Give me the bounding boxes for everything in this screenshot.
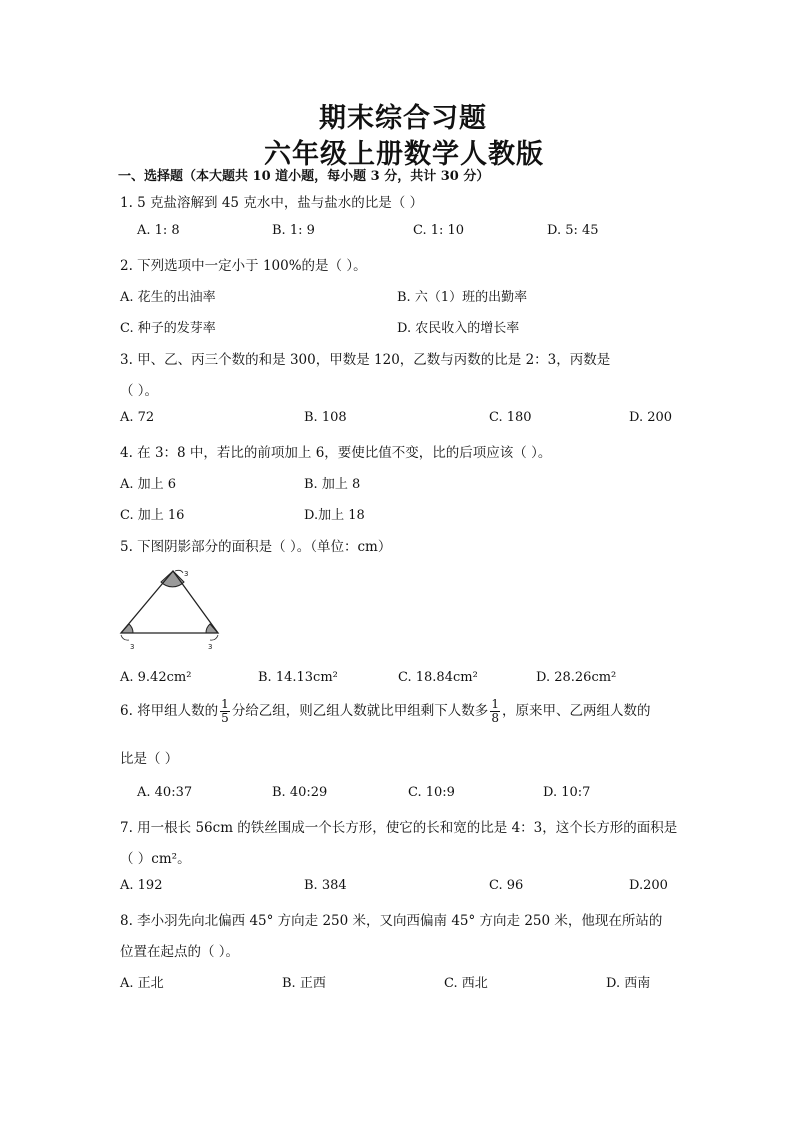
q3-option-a[interactable]: A. 72: [120, 410, 155, 425]
q2-option-c[interactable]: C. 种子的发芽率: [120, 321, 216, 336]
fraction-one-eighth: $\frac{1}{8}$: [491, 697, 499, 725]
question-7-stem: 7. 用一根长 56cm 的铁丝围成一个长方形，使它的长和宽的比是 4：3，这个长方形的面积是: [120, 820, 678, 836]
q6-stem-part2: 分给乙组，则乙组人数就比甲组剩下人数多: [231, 703, 489, 719]
fraction-one-fifth: $\frac{1}{5}$: [221, 697, 229, 725]
q3-option-b[interactable]: B. 108: [304, 410, 347, 425]
q5-option-a[interactable]: A. 9.42cm²: [120, 670, 192, 685]
q8-option-b[interactable]: B. 正西: [282, 976, 326, 991]
q5-option-c[interactable]: C. 18.84cm²: [398, 670, 478, 685]
q6-option-a[interactable]: A. 40:37: [137, 785, 193, 800]
question-6-stem-cont: 比是（ ）: [120, 751, 179, 767]
question-5-stem: 5. 下图阴影部分的面积是（ ）。（单位：cm）: [120, 539, 392, 555]
q4-option-c[interactable]: C. 加上 16: [120, 508, 185, 523]
question-2-stem: 2. 下列选项中一定小于 100%的是（ ）。: [120, 258, 367, 274]
question-4-stem: 4. 在 3：8 中，若比的前项加上 6，要使比值不变，比的后项应该（ ）。: [120, 445, 552, 461]
q5-option-d[interactable]: D. 28.26cm²: [536, 670, 617, 685]
q4-option-d[interactable]: D.加上 18: [304, 508, 365, 523]
q1-option-d[interactable]: D. 5: 45: [547, 223, 599, 238]
right-radius-label: 3: [208, 643, 213, 651]
q8-option-a[interactable]: A. 正北: [120, 976, 164, 991]
page-subtitle: 六年级上册数学人教版: [264, 139, 544, 170]
q1-option-c[interactable]: C. 1: 10: [413, 223, 465, 238]
q7-option-c[interactable]: C. 96: [489, 878, 524, 893]
q6-option-b[interactable]: B. 40:29: [272, 785, 328, 800]
q2-option-b[interactable]: B. 六（1）班的出勤率: [397, 290, 528, 305]
q6-option-d[interactable]: D. 10:7: [543, 785, 591, 800]
q7-option-a[interactable]: A. 192: [120, 878, 163, 893]
q6-stem-part3: ，原来甲、乙两组人数的: [501, 703, 651, 719]
top-radius-label: 3: [184, 570, 189, 578]
question-3-stem-cont: （ ）。: [120, 383, 159, 399]
q2-option-d[interactable]: D. 农民收入的增长率: [397, 321, 520, 336]
q6-stem-part1: 6. 将甲组人数的: [120, 703, 219, 719]
triangle-figure: [115, 565, 227, 655]
q4-option-b[interactable]: B. 加上 8: [304, 477, 361, 492]
top-shaded-sector: [161, 571, 184, 587]
question-7-stem-cont: （ ）cm²。: [120, 851, 191, 867]
q6-option-c[interactable]: C. 10:9: [408, 785, 455, 800]
q7-option-b[interactable]: B. 384: [304, 878, 347, 893]
question-8-stem: 8. 李小羽先向北偏西 45° 方向走 250 米，又向西偏南 45° 方向走 250 米，他现在所站的: [120, 913, 663, 929]
q3-option-c[interactable]: C. 180: [489, 410, 532, 425]
q8-option-c[interactable]: C. 西北: [444, 976, 488, 991]
page-title: 期末综合习题: [319, 103, 487, 134]
q3-option-d[interactable]: D. 200: [629, 410, 673, 425]
left-radius-label: 3: [130, 643, 135, 651]
question-1-stem: 1. 5 克盐溶解到 45 克水中，盐与盐水的比是（ ）: [120, 195, 424, 211]
question-6-stem: [120, 698, 650, 725]
question-8-stem-cont: 位置在起点的（ ）。: [120, 944, 240, 960]
q7-option-d[interactable]: D.200: [629, 878, 668, 893]
q1-option-b[interactable]: B. 1: 9: [272, 223, 315, 238]
question-3-stem: 3. 甲、乙、丙三个数的和是 300，甲数是 120，乙数与丙数的比是 2：3，丙数是: [120, 352, 611, 368]
section-heading: 一、选择题（本大题共 10 道小题，每小题 3 分，共计 30 分）: [118, 169, 490, 184]
q5-option-b[interactable]: B. 14.13cm²: [258, 670, 338, 685]
q1-option-a[interactable]: A. 1: 8: [137, 223, 180, 238]
q8-option-d[interactable]: D. 西南: [606, 976, 651, 991]
q4-option-a[interactable]: A. 加上 6: [120, 477, 177, 492]
q2-option-a[interactable]: A. 花生的出油率: [120, 290, 216, 305]
